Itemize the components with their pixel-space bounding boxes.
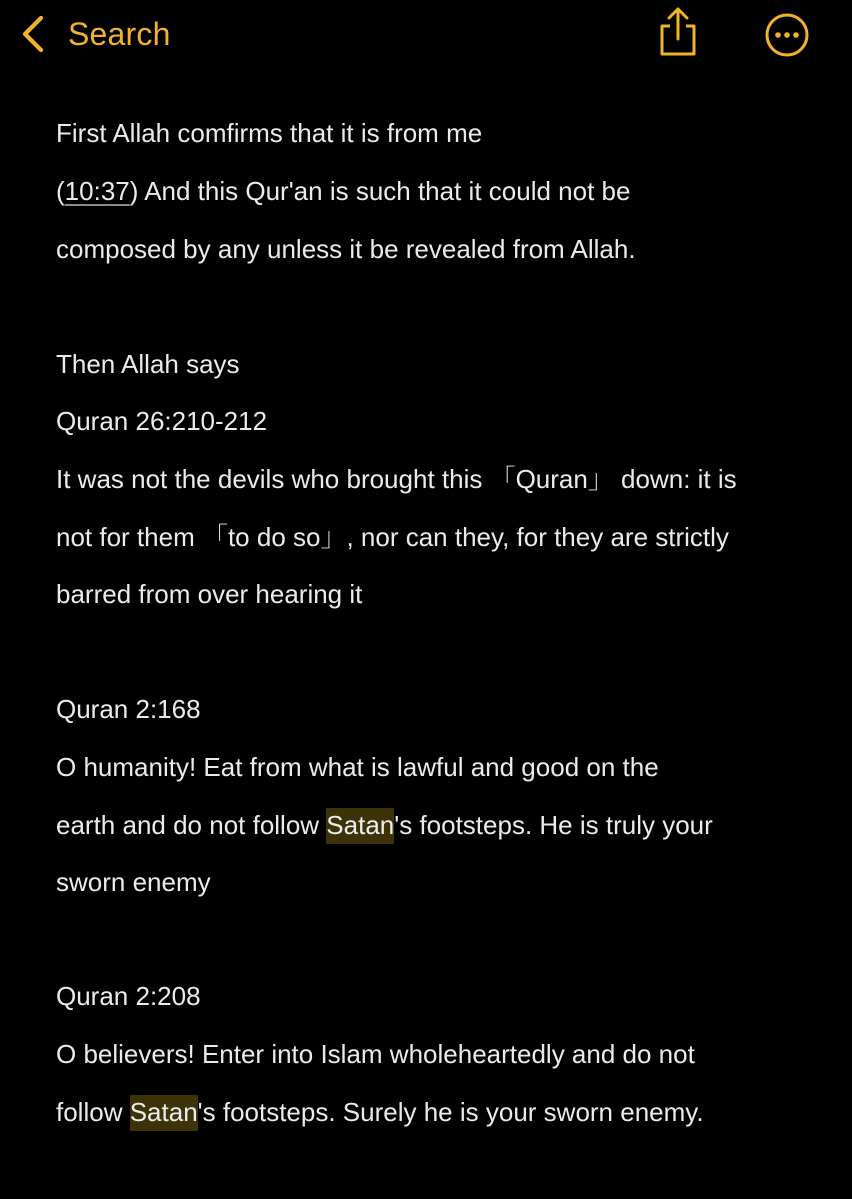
- note-line: composed by any unless it be revealed from Allah.: [56, 234, 636, 264]
- back-button-label: Search: [68, 15, 171, 52]
- verse-reference: Quran 2:208: [56, 981, 201, 1011]
- note-line: O believers! Enter into Islam wholeheartedly and do not: [56, 1039, 695, 1069]
- note-text: follow: [56, 1097, 130, 1127]
- note-line: not for them 「to do so」, nor can they, for they are strictly: [56, 522, 729, 552]
- ellipsis-circle-icon: [764, 12, 810, 58]
- share-icon: [656, 6, 700, 58]
- note-text: 's footsteps. He is truly your: [394, 810, 713, 840]
- search-highlight: Satan: [130, 1095, 198, 1131]
- back-button[interactable]: [20, 12, 171, 56]
- verse-link[interactable]: 10:37: [64, 176, 130, 206]
- more-options-button[interactable]: [764, 12, 810, 58]
- navigation-bar: [0, 0, 852, 70]
- paren-open: (: [56, 176, 65, 206]
- chevron-left-icon: [20, 14, 48, 54]
- note-line: [56, 1095, 704, 1129]
- search-highlight: Satan: [326, 808, 394, 844]
- note-text: earth and do not follow: [56, 810, 327, 840]
- note-text: ) And this Qur'an is such that it could not be: [129, 176, 631, 206]
- note-line: Then Allah says: [56, 349, 240, 379]
- note-text: 's footsteps. Surely he is your sworn enemy.: [197, 1097, 704, 1127]
- note-line: [56, 808, 713, 842]
- note-line: sworn enemy: [56, 867, 211, 897]
- note-line: O humanity! Eat from what is lawful and good on the: [56, 752, 659, 782]
- note-line: [56, 174, 630, 208]
- verse-reference: Quran 2:168: [56, 694, 201, 724]
- verse-reference: Quran 26:210-212: [56, 406, 268, 436]
- note-line: First Allah comfirms that it is from me: [56, 118, 483, 148]
- share-button[interactable]: [656, 6, 700, 58]
- note-line: barred from over hearing it: [56, 579, 363, 609]
- note-line: It was not the devils who brought this 「Quran」 down: it is: [56, 464, 737, 494]
